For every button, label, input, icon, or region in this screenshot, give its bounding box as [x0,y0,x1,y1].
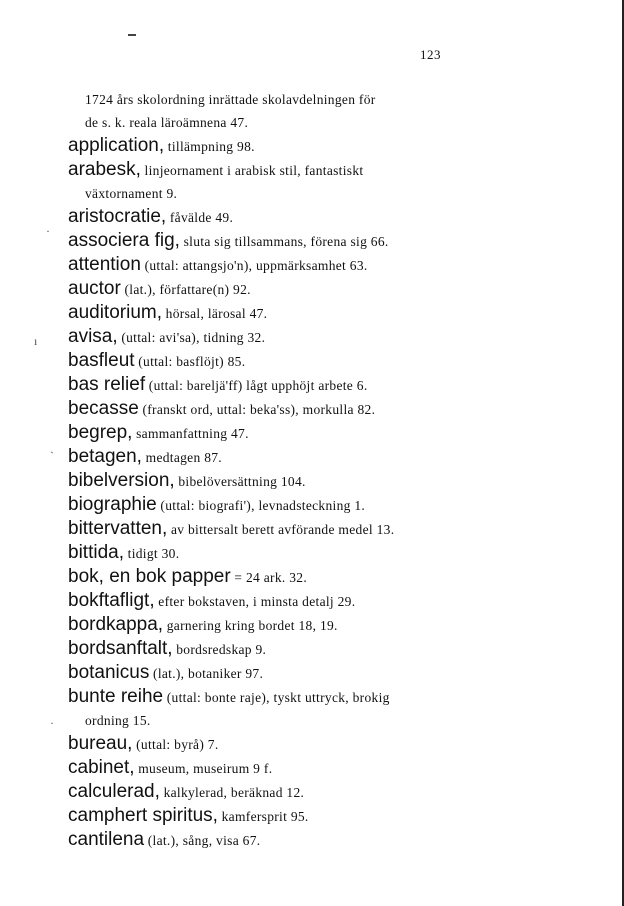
glossary-entry [68,349,488,373]
entry-headword: becasse [68,398,139,419]
entry-definition: bibelöversättning 104. [174,474,306,489]
glossary-entry [68,445,488,469]
glossary-entry [68,637,488,661]
glossary-entry [68,205,488,229]
entry-headword: biographie [68,494,157,515]
entry-definition: tidigt 30. [123,546,180,561]
entry-headword: bok, en bok papper [68,566,231,587]
entry-headword: bibelversion, [68,470,175,491]
entry-definition: ordning 15. [85,713,151,728]
entry-definition: medtagen 87. [141,450,222,465]
entry-headword: basfleut [68,350,135,371]
entry-headword: associera fig, [68,230,180,251]
glossary-list [68,88,488,852]
glossary-entry [68,397,488,421]
entry-definition: garnering kring bordet 18, 19. [163,618,338,633]
entry-headword: auditorium, [68,302,162,323]
glossary-entry [68,158,488,182]
glossary-entry [68,253,488,277]
entry-definition: (lat.), författare(n) 92. [120,282,251,297]
entry-headword: bokftafligt, [68,590,155,611]
entry-headword: bordkappa, [68,614,164,635]
entry-definition: = 24 ark. 32. [230,570,307,585]
entry-headword: bittida, [68,542,124,563]
entry-headword: cabinet, [68,757,135,778]
entry-headword: bittervatten, [68,518,168,539]
entry-definition: hörsal, lärosal 47. [162,306,268,321]
header-dash [128,34,136,36]
glossary-entry [68,756,488,780]
entry-definition: fåvälde 49. [166,210,234,225]
entry-definition: linjeornament i arabisk stil, fantastiskt [140,163,364,178]
entry-headword: bas relief [68,374,146,395]
glossary-entry [68,517,488,541]
entry-definition: (uttal: avi'sa), tidning 32. [117,330,266,345]
entry-definition: sluta sig tillsammans, förena sig 66. [179,234,389,249]
glossary-entry [68,325,488,349]
entry-definition: kalkylerad, beräknad 12. [159,785,305,800]
glossary-entry [68,780,488,804]
margin-dot: · [50,716,54,730]
glossary-entry [68,373,488,397]
margin-dot: · [46,224,50,238]
entry-headword: attention [68,254,141,275]
glossary-entry [68,589,488,613]
entry-definition: kamfersprit 95. [217,809,309,824]
entry-definition: växtornament 9. [85,186,178,201]
glossary-entry [68,277,488,301]
entry-definition: (lat.), botaniker 97. [149,666,264,681]
glossary-entry [68,613,488,637]
glossary-entry [68,493,488,517]
glossary-entry [68,828,488,852]
glossary-entry [68,421,488,445]
glossary-entry [68,88,488,111]
entry-definition: sammanfattning 47. [132,426,249,441]
glossary-entry [68,541,488,565]
entry-definition: bordsredskap 9. [172,642,267,657]
entry-definition: museum, museirum 9 f. [134,761,273,776]
entry-headword: auctor [68,278,121,299]
glossary-entry [68,182,488,205]
entry-headword: camphert spiritus, [68,805,218,826]
entry-headword: cantilena [68,829,145,850]
glossary-entry [68,685,488,709]
glossary-entry [68,301,488,325]
entry-definition: (uttal: bareljä'ff) lågt upphöjt arbete 6. [145,378,368,393]
glossary-entry [68,134,488,158]
glossary-entry [68,661,488,685]
entry-definition: (uttal: attangsjo'n), uppmärksamhet 63. [140,258,368,273]
entry-definition: de s. k. reala läroämnena 47. [85,115,249,130]
margin-mark: ˎ [50,440,54,454]
entry-definition: (franskt ord, uttal: beka'ss), morkulla 82. [138,402,376,417]
entry-definition: tillämpning 98. [164,139,255,154]
glossary-entry [68,804,488,828]
glossary-entry [68,469,488,493]
entry-definition: (uttal: basflöjt) 85. [134,354,246,369]
entry-headword: arabesk, [68,159,141,180]
entry-definition: 1724 års skolordning inrättade skolavdelningen för [85,92,376,107]
glossary-entry [68,709,488,732]
entry-definition: (lat.), sång, visa 67. [144,833,261,848]
entry-headword: bordsanftalt, [68,638,173,659]
entry-headword: aristocratie, [68,206,167,227]
glossary-entry [68,565,488,589]
entry-headword: application, [68,135,165,156]
entry-definition: efter bokstaven, i minsta detalj 29. [154,594,356,609]
glossary-entry [68,111,488,134]
entry-headword: begrep, [68,422,133,443]
glossary-entry [68,732,488,756]
entry-headword: calculerad, [68,781,160,802]
entry-headword: bunte reihe [68,686,164,707]
entry-definition: av bittersalt berett avförande medel 13. [167,522,395,537]
entry-headword: bureau, [68,733,133,754]
page-number: 123 [420,47,441,62]
entry-definition: (uttal: byrå) 7. [132,737,219,752]
entry-definition: (uttal: bonte raje), tyskt uttryck, brokig [163,690,390,705]
entry-headword: botanicus [68,662,150,683]
entry-headword: betagen, [68,446,142,467]
glossary-entry [68,229,488,253]
entry-headword: avisa, [68,326,118,347]
margin-mark: ı [34,334,38,348]
entry-definition: (uttal: biografi'), levnadsteckning 1. [156,498,366,513]
